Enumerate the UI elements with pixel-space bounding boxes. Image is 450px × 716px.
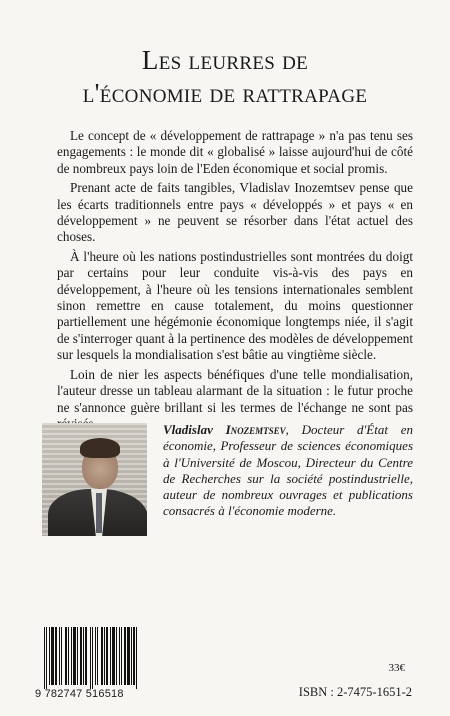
blurb-paragraph-3: À l'heure où les nations postindustrielles sont montrées du doigt par certains pour leur conduite vis-à-vis des pays en développement, à l'heure où les tensions internationales semblent sinon remettre en cause totalement, du moins questionner partiellement une hégémonie économique longtemps niée, il s'agit de s'interroger quant à la pertinence des modèles de développement sur lesquels la mondialisation s'est bâtie au vingtième siècle. <box>57 248 413 363</box>
title-line-2: l'économie de rattrapage <box>82 78 368 108</box>
author-name <box>163 422 286 437</box>
blurb-paragraph-4: Loin de nier les aspects bénéfiques d'une telle mondialisation, l'auteur dresse un tableau alarmant de la situation : le futur proche ne s'annonce guère brillant si les termes de l'échange ne sont pas <box>57 366 413 415</box>
barcode-bar <box>49 627 50 685</box>
barcode-bar <box>124 627 126 685</box>
barcode-bar <box>101 627 103 685</box>
barcode-bar <box>80 627 82 685</box>
blurb-paragraph-1: Le concept de « développement de rattrapage » n'a pas tenu ses engagements : le monde dit « globalisé » laisse aujourd'hui de côté de nombreux pays loin de l'Eden économique et social promis. <box>57 128 413 176</box>
barcode-bar <box>119 627 120 685</box>
author-bio-text: , Docteur d'État en économie, Professeur de sciences économiques à l'Université de Moscou, Directeur du Centre de Recherches sur la société postindustrielle, auteur de nombreux ouvrages et publications consacrés à l'économie moderne. <box>163 422 413 519</box>
author-bio <box>163 422 413 520</box>
barcode-bar <box>97 627 98 685</box>
barcode-bar <box>95 627 96 685</box>
author-first-name: Vladislav <box>163 422 213 437</box>
barcode-bar <box>73 627 76 685</box>
barcode-bar <box>46 627 47 689</box>
price: 33€ <box>388 662 405 674</box>
barcode-bar <box>44 627 45 689</box>
author-last-name: Inozemtsev <box>225 422 286 437</box>
back-cover-blurb <box>57 128 413 432</box>
barcode-bar <box>65 627 67 685</box>
book-title <box>0 44 450 110</box>
barcode-bar <box>55 627 57 685</box>
title-line-1: Les leurres de <box>141 45 309 75</box>
barcode-bar <box>106 627 108 685</box>
barcode-digits: 9 782747 516518 <box>35 688 124 700</box>
barcode-bar <box>136 627 137 689</box>
barcode-bar <box>127 627 130 685</box>
barcode-bar <box>133 627 135 685</box>
barcode <box>42 627 179 689</box>
author-photo <box>42 423 147 536</box>
barcode-bar <box>104 627 105 685</box>
barcode-bar <box>85 627 87 685</box>
barcode-bar <box>61 627 62 685</box>
barcode-bar <box>51 627 54 685</box>
blurb-paragraph-2: Prenant acte de faits tangibles, Vladislav Inozemtsev pense que les écarts traditionnels entre pays « développés » et pays « en développement » ne peuvent se résorber dans l'état actuel des choses. <box>57 180 413 245</box>
barcode-bar <box>112 627 115 685</box>
barcode-bar <box>71 627 72 685</box>
barcode-bar <box>131 627 132 685</box>
barcode-bar <box>116 627 117 685</box>
barcode-bar <box>77 627 78 685</box>
barcode-bar <box>68 627 69 685</box>
barcode-bar <box>90 627 91 689</box>
barcode-bar <box>83 627 84 685</box>
isbn: ISBN : 2-7475-1651-2 <box>298 685 412 699</box>
barcode-bar <box>59 627 60 685</box>
barcode-bar <box>121 627 122 685</box>
barcode-bar <box>92 627 93 689</box>
barcode-bar <box>110 627 111 685</box>
